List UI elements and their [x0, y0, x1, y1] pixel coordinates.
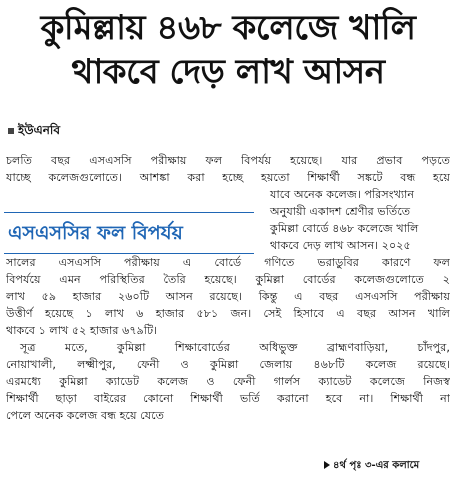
body-line: যাচ্ছে কলেজগুলোতে। আশঙ্কা করা হচ্ছে হয়তো শিক্ষার্থী সঙ্কটে বন্ধ হয়ে — [6, 171, 450, 184]
headline-line-2: থাকবে দেড় লাখ আসন — [71, 52, 385, 92]
body-line: কুমিল্লা বোর্ডে ৪৬৮ কলেজে খালি — [270, 222, 419, 235]
body-line: থাকবে ১ লাখ ৫২ হাজার ৬৭৯টি। — [6, 324, 158, 337]
byline — [8, 122, 60, 142]
pull-quote-text: এসএসসির ফল বিপর্যয় — [8, 222, 183, 244]
body-line: শিক্ষার্থী ছাড়া বাইরের কোনো শিক্ষার্থী ভর্তি করানো হবে না। শিক্ষার্থী না — [6, 392, 450, 405]
continuation-note — [324, 458, 419, 475]
body-line: সালের এসএসসি পরীক্ষায় এ বোর্ডে গণিতে ভরাডুবির কারণে ফল — [6, 256, 450, 269]
headline — [0, 6, 456, 94]
body-line: উত্তীর্ণ হয়েছে ১ লাখ ৬ হাজার ৫৮১ জন। সেই হিসাবে এ বছর আসন খালি — [6, 307, 450, 320]
body-line: অনুযায়ী একাদশ শ্রেণীর ভর্তিতে — [270, 205, 411, 218]
pull-quote — [4, 212, 254, 254]
body-line: বিপর্যয়ে এমন পরিস্থিতির তৈরি হয়েছে। কুমিল্লা বোর্ডের কলেজগুলোতে ২ — [6, 273, 450, 286]
body-line: এরমধ্যে কুমিল্লা ক্যাডেট কলেজ ও ফেনী গার্লস ক্যাডেট কলেজে নিজস্ব — [6, 375, 450, 388]
paragraph-2 — [6, 339, 450, 424]
bullet-square-icon — [8, 128, 14, 134]
byline-agency: ইউএনবি — [18, 123, 60, 137]
body-line: নোয়াখালী, লক্ষ্মীপুর, ফেনী ও কুমিল্লা জেলায় ৪৬৮টি কলেজ রয়েছে। — [6, 358, 450, 371]
headline-line-1: কুমিল্লায় ৪৬৮ কলেজে খালি — [40, 8, 416, 48]
body-line: চলতি বছর এসএসসি পরীক্ষায় ফল বিপর্যয় হয়েছে। যার প্রভাব পড়তে — [6, 154, 450, 167]
triangle-arrow-icon — [324, 461, 330, 469]
body-line: লাখ ৫৯ হাজার ২৬০টি আসন রয়েছে। কিন্তু এ বছর এসএসসি পরীক্ষায় — [6, 290, 450, 303]
article-body — [6, 152, 450, 424]
body-line: যাবে অনেক কলেজ। পরিসংখ্যান — [270, 188, 415, 201]
body-line: থাকবে দেড় লাখ আসন। ২০২৫ — [270, 239, 411, 252]
continuation-text: ৪র্থ পৃঃ ৩-এর কলামে — [333, 460, 420, 471]
body-line: পেলে অনেক কলেজ বন্ধ হয়ে যেতে — [6, 409, 165, 422]
body-line: সূত্র মতে, কুমিল্লা শিক্ষাবোর্ডের অধিভুক্ত ব্রাহ্মণবাড়িয়া, চাঁদপুর, — [20, 341, 450, 354]
